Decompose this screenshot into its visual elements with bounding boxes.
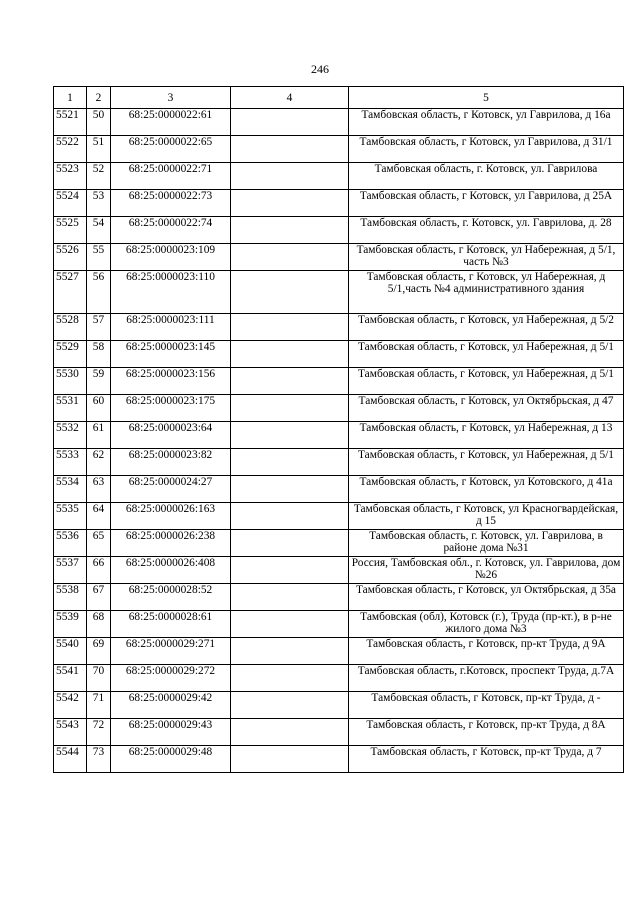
row-number-cell: 5543 <box>54 719 87 746</box>
sub-number-cell: 50 <box>87 109 111 136</box>
column-header-4: 4 <box>231 87 349 109</box>
column-4-cell <box>231 341 349 368</box>
cadastral-number-cell: 68:25:0000029:48 <box>111 746 231 773</box>
address-cell: Тамбовская область, г Котовск, ул Красногвардейская, д 15 <box>349 503 624 530</box>
address-cell: Тамбовская область, г Котовск, ул Набережная, д 5/2 <box>349 314 624 341</box>
cadastral-number-cell: 68:25:0000029:272 <box>111 665 231 692</box>
cadastral-number-cell: 68:25:0000028:61 <box>111 611 231 638</box>
address-cell: Тамбовская область, г Котовск, ул Октябрьская, д 47 <box>349 395 624 422</box>
address-cell: Тамбовская область, г Котовск, ул Котовского, д 41а <box>349 476 624 503</box>
row-number-cell: 5531 <box>54 395 87 422</box>
row-number-cell: 5532 <box>54 422 87 449</box>
address-cell: Тамбовская область, г Котовск, ул Октябрьская, д 35а <box>349 584 624 611</box>
sub-number-cell: 55 <box>87 244 111 271</box>
table-header-row <box>54 87 624 109</box>
cadastral-number-cell: 68:25:0000023:111 <box>111 314 231 341</box>
row-number-cell: 5524 <box>54 190 87 217</box>
row-number-cell: 5538 <box>54 584 87 611</box>
cadastral-number-cell: 68:25:0000023:145 <box>111 341 231 368</box>
sub-number-cell: 67 <box>87 584 111 611</box>
row-number-cell: 5526 <box>54 244 87 271</box>
column-4-cell <box>231 244 349 271</box>
row-number-cell: 5536 <box>54 530 87 557</box>
sub-number-cell: 69 <box>87 638 111 665</box>
sub-number-cell: 57 <box>87 314 111 341</box>
sub-number-cell: 73 <box>87 746 111 773</box>
table-row <box>54 136 624 163</box>
cadastral-number-cell: 68:25:0000022:71 <box>111 163 231 190</box>
sub-number-cell: 51 <box>87 136 111 163</box>
address-cell: Тамбовская область, г Котовск, ул Набережная, д 5/1 <box>349 368 624 395</box>
sub-number-cell: 71 <box>87 692 111 719</box>
table-row <box>54 476 624 503</box>
table-row <box>54 611 624 638</box>
column-4-cell <box>231 530 349 557</box>
address-cell: Тамбовская (обл), Котовск (г.), Труда (пр-кт.), в р-не жилого дома №3 <box>349 611 624 638</box>
address-cell: Тамбовская область, г Котовск, ул Набережная, д 5/1, часть №3 <box>349 244 624 271</box>
table-row <box>54 163 624 190</box>
cadastral-number-cell: 68:25:0000024:27 <box>111 476 231 503</box>
cadastral-number-cell: 68:25:0000023:110 <box>111 271 231 314</box>
cadastral-number-cell: 68:25:0000022:74 <box>111 217 231 244</box>
cadastral-number-cell: 68:25:0000023:109 <box>111 244 231 271</box>
table-row <box>54 584 624 611</box>
sub-number-cell: 70 <box>87 665 111 692</box>
column-4-cell <box>231 190 349 217</box>
column-4-cell <box>231 692 349 719</box>
row-number-cell: 5535 <box>54 503 87 530</box>
row-number-cell: 5533 <box>54 449 87 476</box>
column-header-2: 2 <box>87 87 111 109</box>
column-4-cell <box>231 611 349 638</box>
address-cell: Тамбовская область, г Котовск, ул Набережная, д 13 <box>349 422 624 449</box>
sub-number-cell: 64 <box>87 503 111 530</box>
address-cell: Тамбовская область, г.Котовск, проспект Труда, д.7А <box>349 665 624 692</box>
sub-number-cell: 72 <box>87 719 111 746</box>
cadastral-number-cell: 68:25:0000026:238 <box>111 530 231 557</box>
cadastral-number-cell: 68:25:0000022:73 <box>111 190 231 217</box>
sub-number-cell: 68 <box>87 611 111 638</box>
row-number-cell: 5529 <box>54 341 87 368</box>
property-registry-table <box>53 86 624 773</box>
table-row <box>54 271 624 314</box>
address-cell: Россия, Тамбовская обл., г. Котовск, ул. Гаврилова, дом №26 <box>349 557 624 584</box>
table-row <box>54 449 624 476</box>
sub-number-cell: 60 <box>87 395 111 422</box>
column-4-cell <box>231 395 349 422</box>
table-row <box>54 314 624 341</box>
address-cell: Тамбовская область, г Котовск, ул Набережная, д 5/1 <box>349 341 624 368</box>
address-cell: Тамбовская область, г. Котовск, ул. Гаврилова <box>349 163 624 190</box>
table-row <box>54 746 624 773</box>
address-cell: Тамбовская область, г Котовск, пр-кт Труда, д 9А <box>349 638 624 665</box>
column-header-1: 1 <box>54 87 87 109</box>
address-cell: Тамбовская область, г. Котовск, ул. Гаврилова, д. 28 <box>349 217 624 244</box>
table-row <box>54 557 624 584</box>
table-row <box>54 395 624 422</box>
table-row <box>54 244 624 271</box>
cadastral-number-cell: 68:25:0000026:408 <box>111 557 231 584</box>
cadastral-number-cell: 68:25:0000022:61 <box>111 109 231 136</box>
address-cell: Тамбовская область, г Котовск, пр-кт Труда, д - <box>349 692 624 719</box>
cadastral-number-cell: 68:25:0000029:271 <box>111 638 231 665</box>
sub-number-cell: 58 <box>87 341 111 368</box>
address-cell: Тамбовская область, г. Котовск, ул. Гаврилова, в районе дома №31 <box>349 530 624 557</box>
row-number-cell: 5525 <box>54 217 87 244</box>
table-row <box>54 109 624 136</box>
column-4-cell <box>231 665 349 692</box>
row-number-cell: 5534 <box>54 476 87 503</box>
table-row <box>54 368 624 395</box>
table-row <box>54 217 624 244</box>
row-number-cell: 5527 <box>54 271 87 314</box>
table-row <box>54 503 624 530</box>
row-number-cell: 5540 <box>54 638 87 665</box>
column-4-cell <box>231 449 349 476</box>
table-row <box>54 341 624 368</box>
row-number-cell: 5541 <box>54 665 87 692</box>
address-cell: Тамбовская область, г Котовск, ул Гаврилова, д 25А <box>349 190 624 217</box>
cadastral-number-cell: 68:25:0000026:163 <box>111 503 231 530</box>
row-number-cell: 5528 <box>54 314 87 341</box>
column-4-cell <box>231 719 349 746</box>
cadastral-number-cell: 68:25:0000023:156 <box>111 368 231 395</box>
row-number-cell: 5522 <box>54 136 87 163</box>
column-4-cell <box>231 163 349 190</box>
column-4-cell <box>231 314 349 341</box>
address-cell: Тамбовская область, г Котовск, ул Набережная, д 5/1,часть №4 административного здания <box>349 271 624 314</box>
table-row <box>54 638 624 665</box>
sub-number-cell: 62 <box>87 449 111 476</box>
sub-number-cell: 56 <box>87 271 111 314</box>
address-cell: Тамбовская область, г Котовск, пр-кт Труда, д 8А <box>349 719 624 746</box>
column-header-3: 3 <box>111 87 231 109</box>
sub-number-cell: 63 <box>87 476 111 503</box>
address-cell: Тамбовская область, г Котовск, ул Гаврилова, д 31/1 <box>349 136 624 163</box>
row-number-cell: 5542 <box>54 692 87 719</box>
column-4-cell <box>231 638 349 665</box>
table-row <box>54 719 624 746</box>
cadastral-number-cell: 68:25:0000023:82 <box>111 449 231 476</box>
sub-number-cell: 66 <box>87 557 111 584</box>
row-number-cell: 5530 <box>54 368 87 395</box>
table-row <box>54 665 624 692</box>
row-number-cell: 5521 <box>54 109 87 136</box>
column-4-cell <box>231 746 349 773</box>
address-cell: Тамбовская область, г Котовск, ул Набережная, д 5/1 <box>349 449 624 476</box>
table-row <box>54 530 624 557</box>
sub-number-cell: 59 <box>87 368 111 395</box>
column-4-cell <box>231 584 349 611</box>
sub-number-cell: 65 <box>87 530 111 557</box>
column-4-cell <box>231 271 349 314</box>
address-cell: Тамбовская область, г Котовск, ул Гаврилова, д 16а <box>349 109 624 136</box>
row-number-cell: 5523 <box>54 163 87 190</box>
column-4-cell <box>231 136 349 163</box>
table-row <box>54 190 624 217</box>
row-number-cell: 5539 <box>54 611 87 638</box>
cadastral-number-cell: 68:25:0000023:175 <box>111 395 231 422</box>
column-4-cell <box>231 476 349 503</box>
row-number-cell: 5544 <box>54 746 87 773</box>
sub-number-cell: 54 <box>87 217 111 244</box>
column-4-cell <box>231 109 349 136</box>
column-4-cell <box>231 217 349 244</box>
sub-number-cell: 53 <box>87 190 111 217</box>
sub-number-cell: 52 <box>87 163 111 190</box>
table-row <box>54 692 624 719</box>
cadastral-number-cell: 68:25:0000023:64 <box>111 422 231 449</box>
column-4-cell <box>231 422 349 449</box>
row-number-cell: 5537 <box>54 557 87 584</box>
page-number: 246 <box>311 62 329 76</box>
table-row <box>54 422 624 449</box>
sub-number-cell: 61 <box>87 422 111 449</box>
address-cell: Тамбовская область, г Котовск, пр-кт Труда, д 7 <box>349 746 624 773</box>
column-4-cell <box>231 557 349 584</box>
column-4-cell <box>231 503 349 530</box>
cadastral-number-cell: 68:25:0000028:52 <box>111 584 231 611</box>
column-4-cell <box>231 368 349 395</box>
cadastral-number-cell: 68:25:0000022:65 <box>111 136 231 163</box>
cadastral-number-cell: 68:25:0000029:42 <box>111 692 231 719</box>
cadastral-number-cell: 68:25:0000029:43 <box>111 719 231 746</box>
column-header-5: 5 <box>349 87 624 109</box>
